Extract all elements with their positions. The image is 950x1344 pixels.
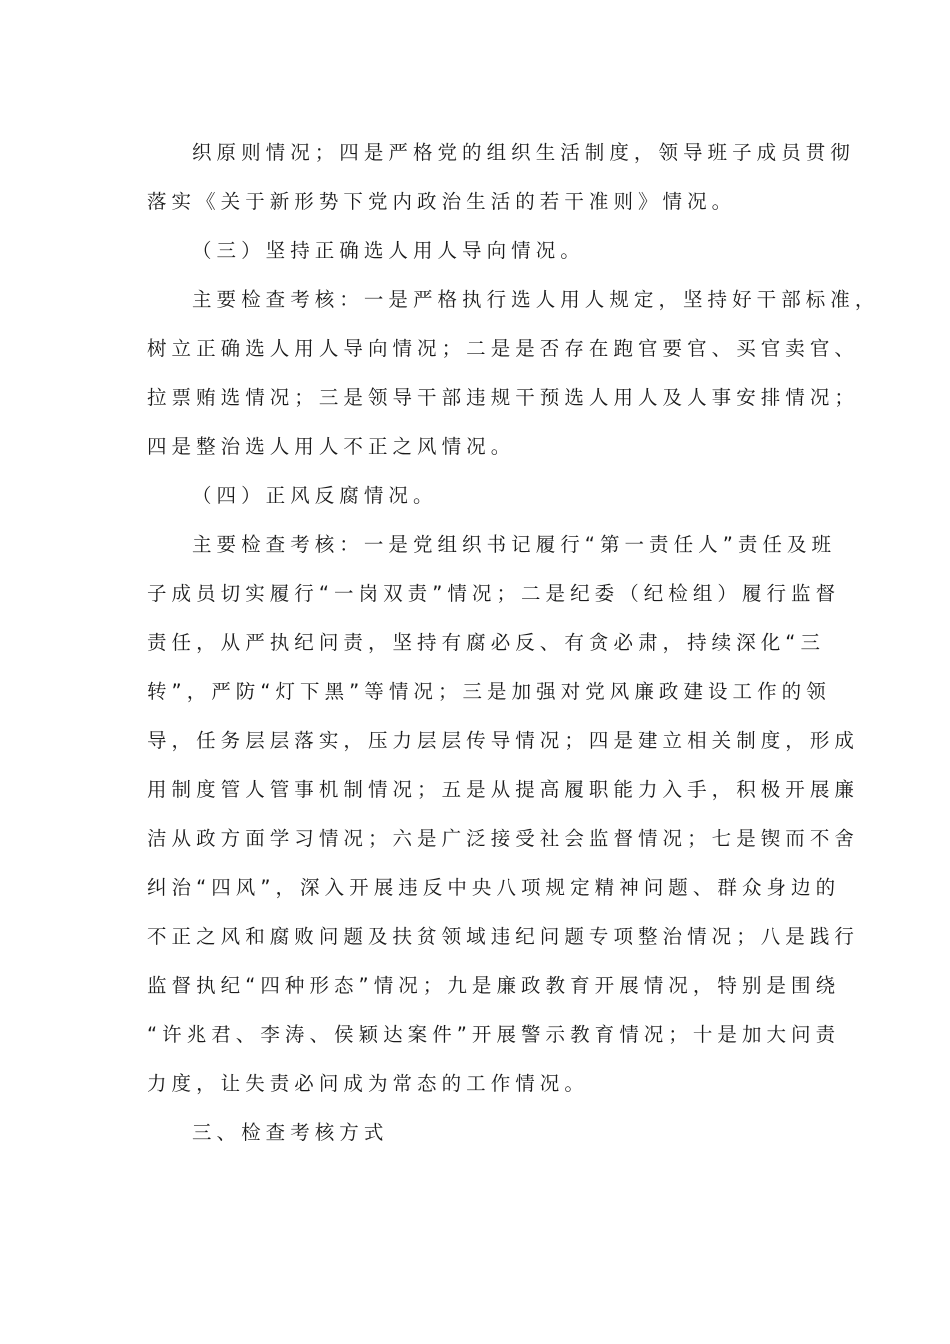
text-line: 主要检查考核：一是党组织书记履行“第一责任人”责任及班 bbox=[192, 533, 837, 556]
text-line: 子成员切实履行“一岗双责”情况；二是纪委（纪检组）履行监督 bbox=[147, 582, 841, 605]
text-line: 主要检查考核：一是严格执行选人用人规定，坚持好干部标准， bbox=[192, 288, 880, 311]
text-line: 四是整治选人用人不正之风情况。 bbox=[147, 435, 516, 458]
text-line: 力度，让失责必问成为常态的工作情况。 bbox=[147, 1072, 589, 1095]
text-line: 责任，从严执纪问责，坚持有腐必反、有贪必肃，持续深化“三 bbox=[147, 631, 826, 654]
text-line: 监督执纪“四种形态”情况；九是廉政教育开展情况，特别是围绕 bbox=[147, 974, 841, 997]
text-line: 纠治“四风”，深入开展违反中央八项规定精神问题、群众身边的 bbox=[147, 876, 841, 899]
section-heading: （四）正风反腐情况。 bbox=[192, 484, 438, 507]
section-heading: 三、检查考核方式 bbox=[192, 1121, 389, 1144]
text-line: 用制度管人管事机制情况；五是从提高履职能力入手，积极开展廉 bbox=[147, 778, 859, 801]
text-line: 落实《关于新形势下党内政治生活的若干准则》情况。 bbox=[147, 190, 737, 213]
text-line: 拉票贿选情况；三是领导干部违规干预选人用人及人事安排情况； bbox=[147, 386, 859, 409]
section-heading: （三）坚持正确选人用人导向情况。 bbox=[192, 239, 585, 262]
text-line: 导，任务层层落实，压力层层传导情况；四是建立相关制度，形成 bbox=[147, 729, 859, 752]
text-line: “许兆君、李涛、侯颖达案件”开展警示教育情况；十是加大问责 bbox=[147, 1023, 841, 1046]
text-line: 不正之风和腐败问题及扶贫领域违纪问题专项整治情况；八是践行 bbox=[147, 925, 859, 948]
text-line: 树立正确选人用人导向情况；二是是否存在跑官要官、买官卖官、 bbox=[147, 337, 859, 360]
text-line: 织原则情况；四是严格党的组织生活制度，领导班子成员贯彻 bbox=[192, 141, 855, 164]
text-line: 转”，严防“灯下黑”等情况；三是加强对党风廉政建设工作的领 bbox=[147, 680, 831, 703]
text-line: 洁从政方面学习情况；六是广泛接受社会监督情况；七是锲而不舍 bbox=[147, 827, 859, 850]
